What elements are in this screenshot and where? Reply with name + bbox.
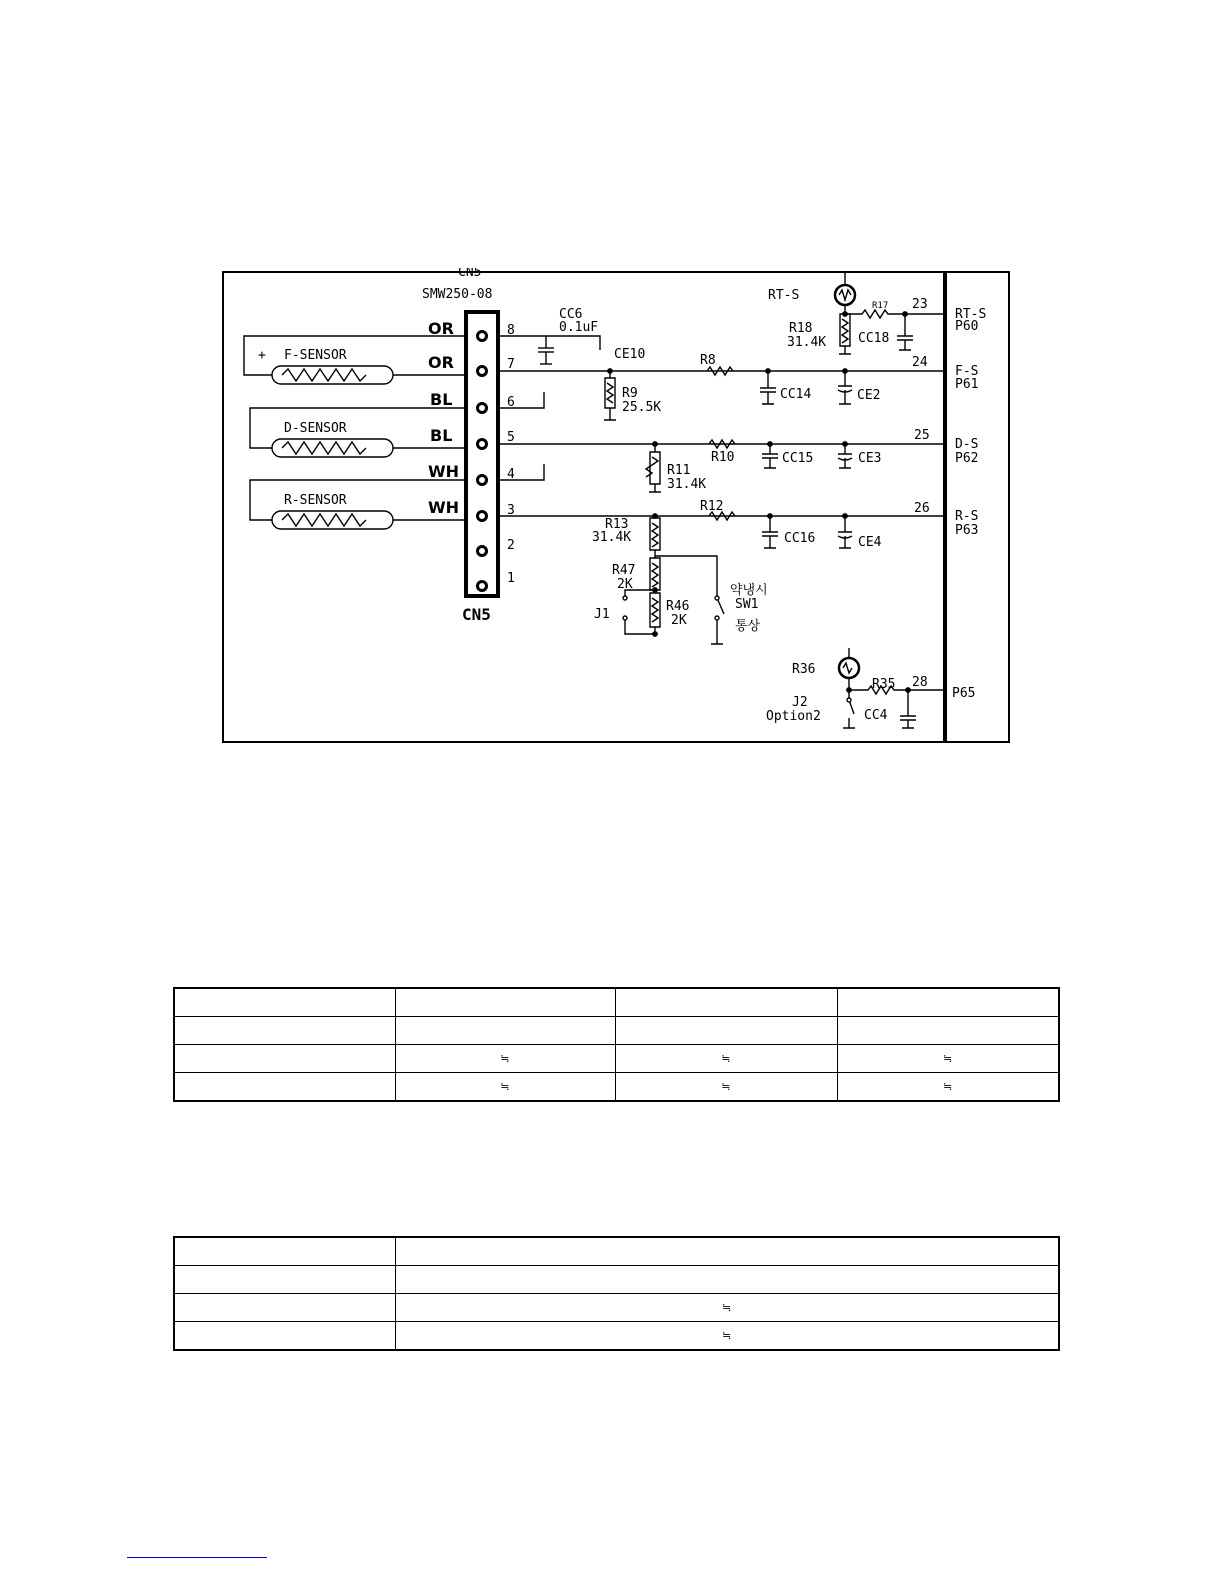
r-sensor-label: R-SENSOR [284, 493, 347, 508]
pin-number-8: 8 [507, 323, 515, 338]
table-row [174, 1017, 1059, 1045]
connector-name-label: CN5 [462, 605, 491, 624]
connector-header-label: CN5 [458, 268, 482, 280]
cc4-capacitor [900, 690, 916, 728]
table-cell [615, 1017, 837, 1045]
cc6-value: 0.1uF [559, 320, 599, 335]
mcu-p65-label: P65 [952, 686, 976, 701]
table-cell: ≒ [837, 1073, 1059, 1102]
r46-resistor [650, 593, 660, 627]
cc6-label: CC6 [559, 307, 583, 322]
table-cell [174, 1294, 395, 1322]
r-sensor-thermistor [282, 514, 366, 526]
r46-label: R46 [666, 599, 690, 614]
cc18-label: CC18 [858, 331, 890, 346]
cc4-label: CC4 [864, 708, 888, 723]
mcu-p62-label: P62 [955, 451, 979, 466]
mcu-p60-label: P60 [955, 319, 979, 334]
table-cell [395, 1237, 1059, 1266]
table-cell: ≒ [615, 1073, 837, 1102]
mcu-rt-s-label: RT-S [955, 307, 987, 322]
sensor-value-table-2 [173, 1236, 1060, 1351]
table-cell [837, 988, 1059, 1017]
table-cell: ≒ [395, 1322, 1059, 1351]
r11-label: R11 [667, 463, 691, 478]
r36-label: R36 [792, 662, 816, 677]
j1-label: J1 [594, 607, 610, 622]
rt-s-label: RT-S [768, 288, 800, 303]
connector-pin-8 [478, 332, 487, 341]
connector-pin-1 [478, 582, 487, 591]
pin6-stub [498, 392, 544, 408]
r17-resistor [845, 310, 945, 318]
j2-label: J2 [792, 695, 808, 710]
wire-color-3: BL [430, 390, 453, 409]
r8-label: R8 [700, 353, 716, 368]
table-cell [395, 988, 615, 1017]
f-sensor-thermistor [282, 369, 366, 381]
mcu-pin-28: 28 [912, 675, 928, 690]
mcu-pin-26: 26 [914, 501, 930, 516]
table-cell [174, 1322, 395, 1351]
table-cell [615, 988, 837, 1017]
cc18-capacitor [897, 314, 913, 350]
r11-value: 31.4K [667, 477, 707, 492]
wire-color-1: OR [428, 319, 454, 338]
wire-color-4: BL [430, 426, 453, 445]
footer-link-underline [127, 1557, 267, 1558]
j2-option-label: Option2 [766, 709, 821, 724]
pin-number-2: 2 [507, 538, 515, 553]
table-cell: ≒ [615, 1045, 837, 1073]
connector-pin-3 [478, 512, 487, 521]
r11-resistor [646, 444, 661, 492]
connector-pin-5 [478, 440, 487, 449]
wire-color-2: OR [428, 353, 454, 372]
connector-pin-7 [478, 367, 487, 376]
r9-resistor [604, 371, 616, 420]
ce2-capacitor [838, 371, 852, 404]
d-sensor-label: D-SENSOR [284, 421, 347, 436]
ce4-capacitor [838, 516, 852, 548]
ce10-label: CE10 [614, 347, 646, 362]
mcu-p61-label: P61 [955, 377, 979, 392]
table-cell: ≒ [395, 1045, 615, 1073]
pin-number-4: 4 [507, 467, 515, 482]
r10-label: R10 [711, 450, 735, 465]
table-cell [837, 1017, 1059, 1045]
cc16-capacitor [762, 516, 778, 548]
connector-pin-6 [478, 404, 487, 413]
r12-label: R12 [700, 499, 724, 514]
r18-label: R18 [789, 321, 813, 336]
wire-color-5: WH [428, 462, 460, 481]
r35-label: R35 [872, 677, 896, 692]
r17-label: R17 [872, 301, 889, 311]
table-cell: ≒ [395, 1294, 1059, 1322]
mcu-f-s-label: F-S [955, 364, 979, 379]
connector-pin-2 [478, 547, 487, 556]
mcu-pin-24: 24 [912, 355, 928, 370]
cc14-capacitor [760, 371, 776, 404]
table-cell [395, 1266, 1059, 1294]
sw1-label: SW1 [735, 597, 759, 612]
mcu-pin-23: 23 [912, 297, 928, 312]
ce3-label: CE3 [858, 451, 882, 466]
wire-color-6: WH [428, 498, 460, 517]
sw1-korean-top: 약냉시 [730, 583, 768, 598]
r18-resistor [839, 314, 851, 354]
r13-value: 31.4K [592, 530, 632, 545]
connector-body [466, 312, 498, 596]
pin-number-1: 1 [507, 571, 515, 586]
table-cell [174, 1017, 395, 1045]
table-cell [174, 1045, 395, 1073]
cc16-label: CC16 [784, 531, 816, 546]
cc15-capacitor [762, 444, 778, 468]
table-cell [395, 1017, 615, 1045]
table-cell [174, 988, 395, 1017]
r13-label: R13 [605, 517, 629, 532]
connector-pin-4 [478, 476, 487, 485]
table-row [174, 1294, 1059, 1322]
table-row [174, 1266, 1059, 1294]
circuit-schematic [222, 268, 1012, 746]
table-row [174, 1322, 1059, 1351]
sw1-korean-bottom: 통상 [735, 619, 761, 634]
f-sensor-label: F-SENSOR [284, 348, 347, 363]
ce4-label: CE4 [858, 535, 882, 550]
r36-thermistor [839, 658, 859, 678]
table-row [174, 988, 1059, 1017]
f-sensor-polarity: + [258, 348, 266, 363]
pin4-stub [498, 464, 544, 480]
table-row [174, 1073, 1059, 1102]
table-cell [174, 1237, 395, 1266]
cc15-label: CC15 [782, 451, 814, 466]
r35-resistor [849, 686, 945, 694]
r18-value: 31.4K [787, 335, 827, 350]
r46-value: 2K [671, 613, 687, 628]
pin-number-3: 3 [507, 503, 515, 518]
table-row [174, 1045, 1059, 1073]
table-row [174, 1237, 1059, 1266]
table-cell: ≒ [395, 1073, 615, 1102]
d-sensor-thermistor [282, 442, 366, 454]
connector-part-label: SMW250-08 [422, 287, 493, 302]
table-cell [174, 1266, 395, 1294]
pin-number-5: 5 [507, 430, 515, 445]
pin-number-7: 7 [507, 357, 515, 372]
table-cell [174, 1073, 395, 1102]
ce3-capacitor [838, 444, 852, 468]
r47-value: 2K [617, 577, 633, 592]
r47-label: R47 [612, 563, 636, 578]
mcu-p63-label: P63 [955, 523, 979, 538]
pin-number-6: 6 [507, 395, 515, 410]
ce2-label: CE2 [857, 388, 881, 403]
sensor-value-table [173, 987, 1060, 1102]
mcu-r-s-label: R-S [955, 509, 979, 524]
r9-label: R9 [622, 386, 638, 401]
cc14-label: CC14 [780, 387, 812, 402]
mcu-pin-25: 25 [914, 428, 930, 443]
mcu-d-s-label: D-S [955, 437, 979, 452]
r13-resistor [650, 518, 660, 550]
j2-jumper [843, 690, 855, 728]
table-cell: ≒ [837, 1045, 1059, 1073]
r9-value: 25.5K [622, 400, 662, 415]
